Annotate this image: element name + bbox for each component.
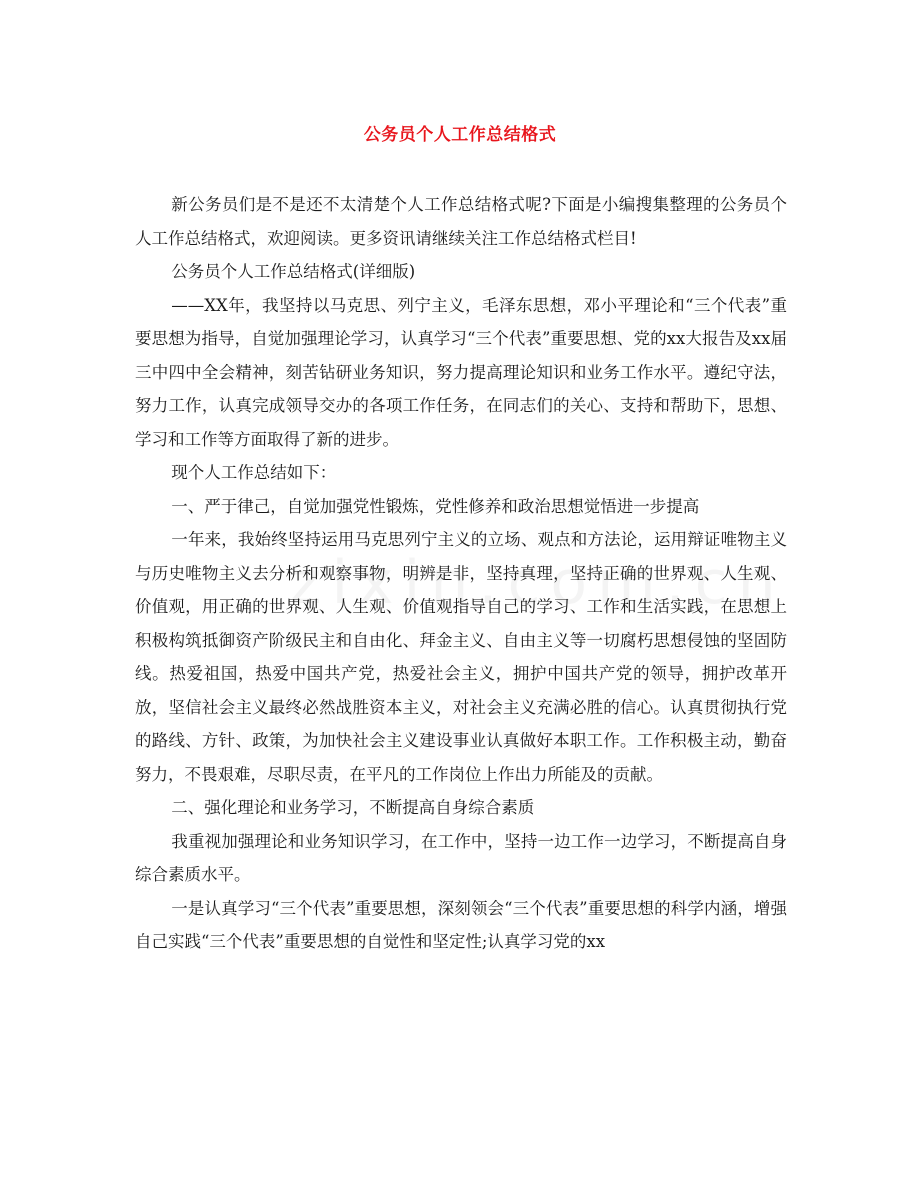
paragraph-section-2-item-1: 一是认真学习“三个代表”重要思想，深刻领会“三个代表”重要思想的科学内涵，增强自己实践“三个代表”重要思想的自觉性和坚定性;认真学习党的xx (135, 898, 787, 951)
section-heading-1: 一、严于律己，自觉加强党性锻炼，党性修养和政治思想觉悟进一步提高 (171, 496, 700, 516)
paragraph-section-2: 我重视加强理论和业务知识学习，在工作中，坚持一边工作一边学习，不断提高自身综合素质水平。 (135, 831, 787, 884)
document-body (135, 188, 787, 959)
paragraph-subtitle: 公务员个人工作总结格式(详细版) (171, 262, 416, 281)
section-heading-2: 二、强化理论和业务学习，不断提高自身综合素质 (171, 798, 535, 817)
paragraph-summary: ——XX年，我坚持以马克思、列宁主义，毛泽东思想，邓小平理论和“三个代表”重要思想为指导，自觉加强理论学习，认真学习“三个代表”重要思想、党的xx大报告及xx届三中四中全会精神，刻苦钻研业务知识，努力提高理论知识和业务工作水平。遵纪守法，努力工作，认真完成领导交办的各项工作任务，在同志们的关心、支持和帮助下，思想、学习和工作等方面取得了新的进步。 (135, 295, 787, 449)
paragraph-lead: 现个人工作总结如下： (171, 463, 337, 482)
document-title: 公务员个人工作总结格式 (363, 125, 557, 145)
paragraph-intro: 新公务员们是不是还不太清楚个人工作总结格式呢?下面是小编搜集整理的公务员个人工作总结格式，欢迎阅读。更多资讯请继续关注工作总结格式栏目! (135, 195, 787, 248)
paragraph-section-1: 一年来，我始终坚持运用马克思列宁主义的立场、观点和方法论，运用辩证唯物主义与历史唯物主义去分析和观察事物，明辨是非，坚持真理，坚持正确的世界观、人生观、价值观，用正确的世界观、人生观、价值观指导自己的学习、工作和生活实践，在思想上积极构筑抵御资产阶级民主和自由化、拜金主义、自由主义等一切腐朽思想侵蚀的坚固防线。热爱祖国，热爱中国共产党，热爱社会主义，拥护中国共产党的领导，拥护改革开放，坚信社会主义最终必然战胜资本主义，对社会主义充满必胜的信心。认真贯彻执行党的路线、方针、政策，为加快社会主义建设事业认真做好本职工作。工作积极主动，勤奋努力，不畏艰难，尽职尽责，在平凡的工作岗位上作出力所能及的贡献。 (135, 530, 787, 784)
